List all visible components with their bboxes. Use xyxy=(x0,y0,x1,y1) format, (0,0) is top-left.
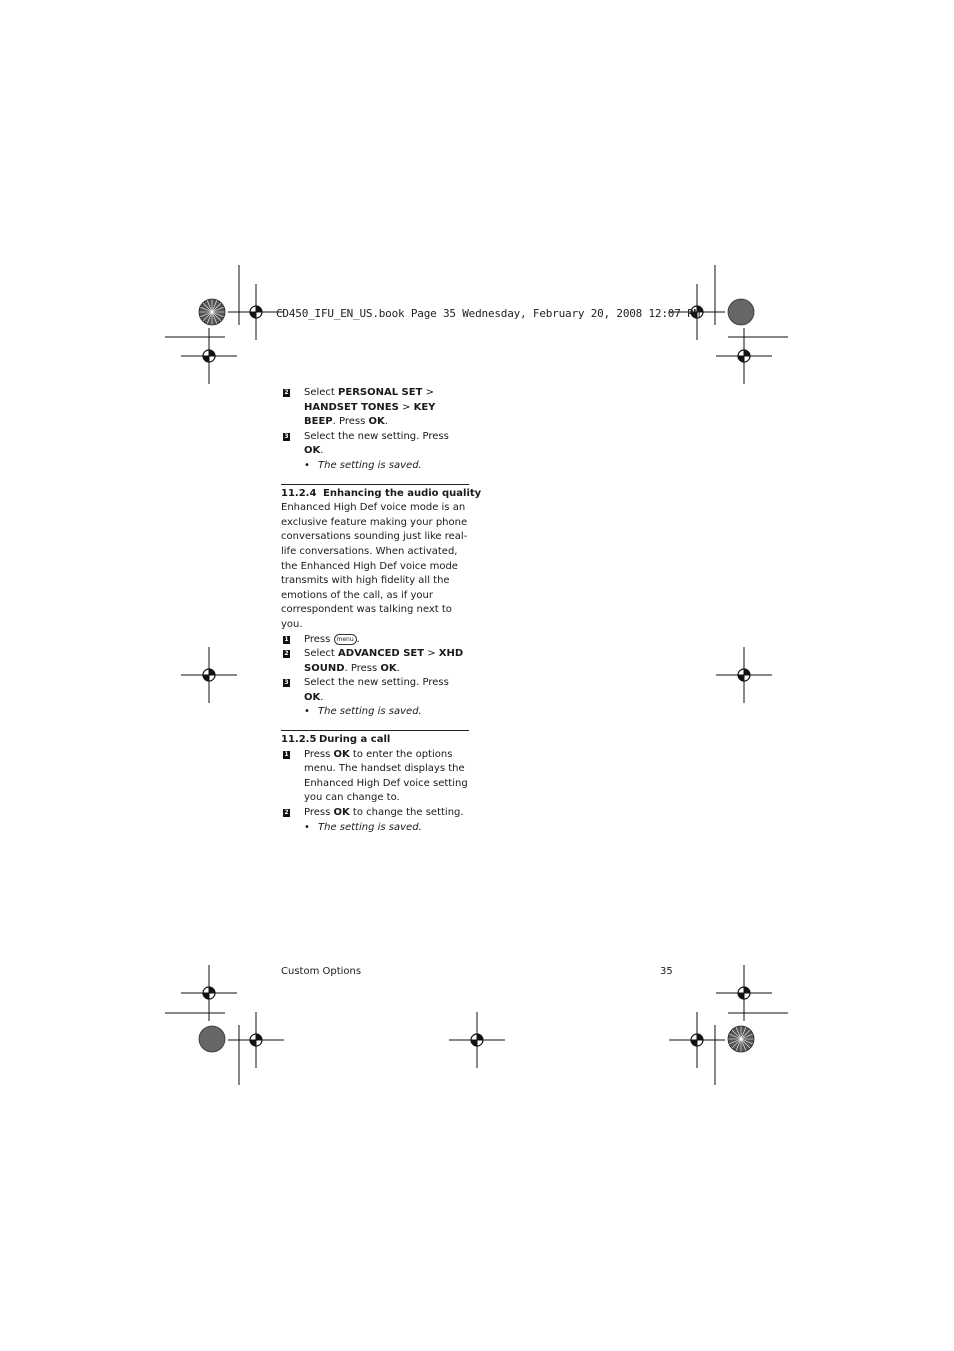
registration-mark-icon xyxy=(181,647,237,703)
step-number: 2 xyxy=(284,809,289,817)
star-target-icon xyxy=(199,299,225,325)
step-2: 2 Press OK to change the setting. xyxy=(284,807,464,819)
step-number: 2 xyxy=(284,389,289,396)
step-number: 1 xyxy=(284,750,289,758)
step-2: 2 Select PERSONAL SET > HANDSET TONES > KEY BEEP. Press OK. xyxy=(284,387,436,428)
menu-key-icon: menu xyxy=(334,634,357,645)
registration-mark-icon xyxy=(716,328,772,384)
section-heading-audio: 11.2.4 Enhancing the audio quality xyxy=(281,487,482,499)
registration-mark-icon xyxy=(669,1012,725,1068)
registration-mark-icon xyxy=(181,328,237,384)
registration-mark-icon xyxy=(228,1012,284,1068)
step-3: 3 Select the new setting. Press OK. xyxy=(284,677,449,703)
step-number: 1 xyxy=(284,635,289,643)
step-number: 2 xyxy=(284,650,289,658)
step-3: 3 Select the new setting. Press OK. xyxy=(284,430,449,457)
top-steps xyxy=(281,386,482,835)
section-divider xyxy=(281,730,469,731)
step-1: 1 Press OK to enter the options menu. The handset displays the Enhanced High Def voice setting you can change to. xyxy=(284,748,468,804)
star-target-icon xyxy=(728,1026,754,1052)
step-number: 3 xyxy=(284,679,289,687)
footer-page-number: 35 xyxy=(660,966,673,977)
registration-mark-icon xyxy=(449,1012,505,1068)
book-header: CD450_IFU_EN_US.book Page 35 Wednesday, February 20, 2008 12:07 PM xyxy=(276,307,700,320)
step-1: 1 Press menu . xyxy=(284,633,360,645)
gray-target-icon xyxy=(199,1026,225,1052)
step-2: 2 Select ADVANCED SET > XHD SOUND. Press OK. xyxy=(284,648,464,674)
step-number: 3 xyxy=(284,432,289,440)
result-note: • The setting is saved. xyxy=(304,459,422,471)
registration-mark-icon xyxy=(716,647,772,703)
footer-section-name: Custom Options xyxy=(281,966,362,977)
gray-target-icon xyxy=(728,299,754,325)
result-note: • The setting is saved. xyxy=(304,821,422,833)
section-divider xyxy=(281,484,469,485)
result-note: • The setting is saved. xyxy=(304,706,422,718)
audio-description: Enhanced High Def voice mode is an exclusive feature making your phone conversations sounding just like real-life conversations. When activated, the Enhanced High Def voice mode transmits with high fidelity all the emotions of the call, as if your correspondent was talking next to you. xyxy=(281,502,468,630)
section-heading-call: 11.2.5 During a call xyxy=(281,734,391,746)
